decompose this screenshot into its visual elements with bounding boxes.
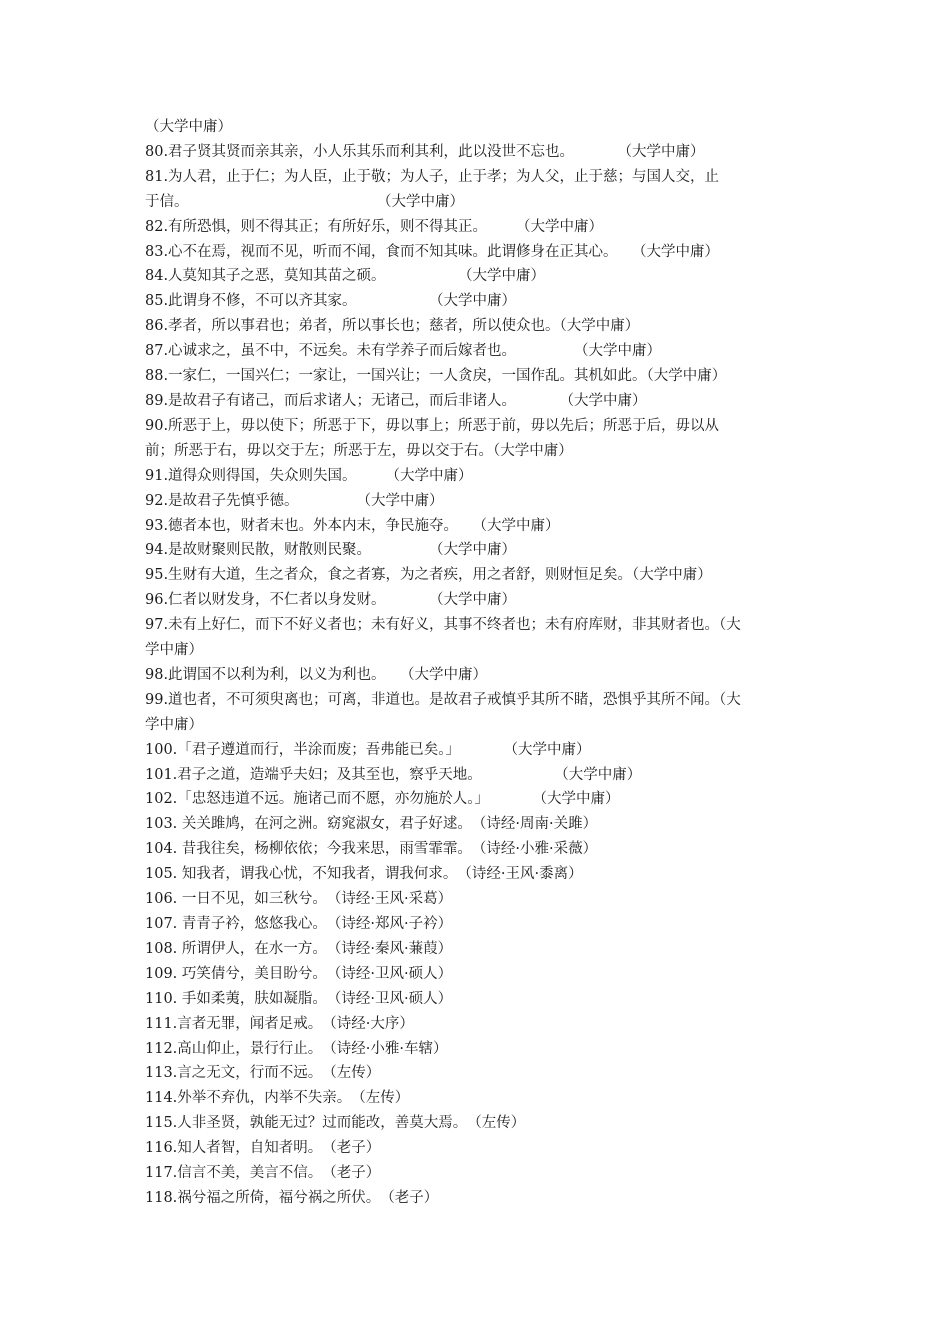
text-line: 81.为人君，止于仁；为人臣，止于敬；为人子，止于孝；为人父，止于慈；与国人交，止 xyxy=(145,168,720,185)
text-line: 108. 所谓伊人，在水一方。 （诗经·秦风·蒹葭） xyxy=(145,940,453,957)
text-line: 94.是故财聚则民散，财散则民聚。 （大学中庸） xyxy=(145,542,517,559)
text-line: 100.「君子遵道而行，半涂而废；吾弗能已矣。」 （大学中庸） xyxy=(145,741,591,758)
text-line: 95.生财有大道，生之者众，食之者寡，为之者疾，用之者舒，则财恒足矣。（大学中庸） xyxy=(145,567,712,584)
text-line: 107. 青青子衿，悠悠我心。 （诗经·郑风·子衿） xyxy=(145,916,453,932)
text-line: 82.有所恐惧，则不得其正；有所好乐，则不得其正。 （大学中庸） xyxy=(145,218,604,235)
text-line: 92.是故君子先慎乎德。 （大学中庸） xyxy=(145,492,444,509)
text-line: 115.人非圣贤，孰能无过？过而能改，善莫大焉。 （左传） xyxy=(145,1115,526,1132)
text-line: 84.人莫知其子之恶，莫知其苗之硕。 （大学中庸） xyxy=(145,268,546,285)
text-line: 118.祸兮福之所倚，福兮祸之所伏。 （老子） xyxy=(145,1189,439,1206)
document-page xyxy=(145,115,810,1211)
text-line: 80.君子贤其贤而亲其亲，小人乐其乐而利其利，此以没世不忘也。 （大学中庸） xyxy=(145,143,705,160)
text-line: 110. 手如柔荑，肤如凝脂。 （诗经·卫风·硕人） xyxy=(145,990,453,1007)
text-line: 113.言之无文，行而不远。 （左传） xyxy=(145,1065,381,1082)
text-line: 88.一家仁，一国兴仁；一家让，一国兴让；一人贪戾，一国作乱。其机如此。（大学中庸） xyxy=(145,368,727,385)
text-line: 90.所恶于上，毋以使下；所恶于下，毋以事上；所恶于前，毋以先后；所恶于后，毋以从 xyxy=(145,417,720,434)
text-line: 学中庸） xyxy=(145,716,203,733)
text-line: 109. 巧笑倩兮，美目盼兮。 （诗经·卫风·硕人） xyxy=(145,965,453,982)
text-line: 前；所恶于右，毋以交于左；所恶于左，毋以交于右。（大学中庸） xyxy=(145,442,573,459)
text-line: （大学中庸） xyxy=(145,119,232,135)
text-line: 于信。 （大学中庸） xyxy=(145,193,464,210)
text-line: 96.仁者以财发身，不仁者以身发财。 （大学中庸） xyxy=(145,592,517,609)
text-line: 学中庸） xyxy=(145,642,203,659)
text-line: 102.「忠怒违道不远。施诸己而不愿，亦勿施於人。」 （大学中庸） xyxy=(145,791,620,808)
text-line: 105. 知我者，谓我心忧，不知我者，谓我何求。 （诗经·王风·黍离） xyxy=(145,866,583,883)
text-line: 103. 关关雎鸠，在河之洲。窈窕淑女，君子好逑。 （诗经·周南·关雎） xyxy=(145,816,598,833)
text-line: 93.德者本也，财者末也。外本内末，争民施夺。 （大学中庸） xyxy=(145,517,560,534)
text-line: 87.心诚求之，虽不中，不远矣。未有学养子而后嫁者也。 （大学中庸） xyxy=(145,343,662,360)
text-line: 117.信言不美，美言不信。 （老子） xyxy=(145,1165,381,1182)
text-line: 112.高山仰止，景行行止。 （诗经·小雅·车辖） xyxy=(145,1040,448,1057)
text-line: 86.孝者，所以事君也；弟者，所以事长也；慈者，所以使众也。（大学中庸） xyxy=(145,318,640,335)
text-line: 111.言者无罪，闻者足戒。 （诗经·大序） xyxy=(145,1015,414,1032)
text-line: 85.此谓身不修，不可以齐其家。 （大学中庸） xyxy=(145,293,517,310)
text-line: 101.君子之道，造端乎夫妇；及其至也，察乎天地。 （大学中庸） xyxy=(145,766,642,783)
text-line: 91.道得众则得国，失众则失国。 （大学中庸） xyxy=(145,467,473,484)
text-line: 98.此谓国不以利为利，以义为利也。 （大学中庸） xyxy=(145,666,488,683)
text-line: 99.道也者，不可须臾离也；可离，非道也。是故君子戒慎乎其所不睹，恐惧乎其所不闻。（大 xyxy=(145,691,741,708)
text-line: 89.是故君子有诸己，而后求诸人；无诸己，而后非诸人。 （大学中庸） xyxy=(145,392,647,409)
text-line: 106. 一日不见，如三秋兮。 （诗经·王风·采葛） xyxy=(145,891,453,908)
text-line: 97.未有上好仁，而下不好义者也；未有好义，其事不终者也；未有府库财，非其财者也。（大 xyxy=(145,617,741,634)
text-line: 104. 昔我往矣，杨柳依依；今我来思，雨雪霏霏。 （诗经·小雅·采薇） xyxy=(145,841,598,858)
text-line: 116.知人者智，自知者明。 （老子） xyxy=(145,1140,381,1157)
text-line: 83.心不在焉，视而不见，听而不闻，食而不知其味。此谓修身在正其心。 （大学中庸） xyxy=(145,243,720,260)
text-line: 114.外举不弃仇，内举不失亲。 （左传） xyxy=(145,1090,410,1107)
